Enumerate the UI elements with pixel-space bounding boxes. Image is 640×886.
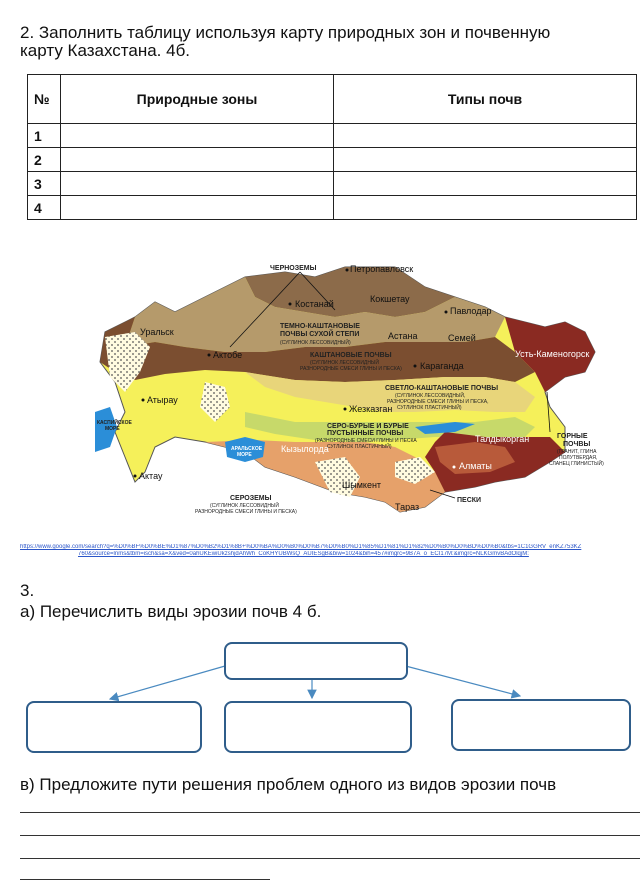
label-aral-more: МОРЕ bbox=[237, 452, 252, 458]
label-peski: ПЕСКИ bbox=[457, 497, 482, 504]
label-sero: СЕРО-БУРЫЕ И БУРЫЕ bbox=[327, 423, 409, 430]
city-karaganda: Караганда bbox=[420, 361, 464, 371]
label-kaspiy: КАСПИЙСКОЕ bbox=[97, 420, 132, 426]
label-sukhoy-sub: (СУГЛИНОК ЛЕССОВИДНЫЙ) bbox=[280, 340, 351, 346]
row-number: 1 bbox=[28, 124, 61, 148]
task3-part-b: в) Предложите пути решения проблем одного из видов эрозии почв bbox=[20, 775, 557, 794]
city-taraz: Тараз bbox=[395, 502, 420, 512]
label-svetlo: СВЕТЛО-КАШТАНОВЫЕ ПОЧВЫ bbox=[385, 385, 499, 392]
city-kokshetau: Кокшетау bbox=[370, 294, 410, 304]
city-astana: Астана bbox=[388, 331, 418, 341]
city-dot bbox=[346, 269, 349, 272]
city-semey: Семей bbox=[448, 333, 476, 343]
table-row bbox=[28, 172, 637, 196]
source-link-line1[interactable]: https://www.google.com/search?q=%D0%BF%D0%BE%D1%87%D0%B2%D1%8B+%D0%BA%D0%B0%D0%B7%D0%B0%D1%85%D1%81%D1%82%D0%B0%D0%BD%D0%B0&tbs=1C1GGRV_enKZ753KZ bbox=[20, 544, 582, 550]
city-dot bbox=[208, 354, 211, 357]
erosion-type-box-1[interactable] bbox=[26, 701, 202, 753]
erosion-type-box-2[interactable] bbox=[224, 701, 412, 753]
city-aktau: Актау bbox=[139, 471, 163, 481]
row-number: 2 bbox=[28, 148, 61, 172]
soil-cell[interactable] bbox=[334, 172, 637, 196]
label-aral: АРАЛЬСКОЕ bbox=[231, 446, 263, 452]
answer-line[interactable] bbox=[20, 812, 640, 813]
source-link-line2[interactable]: 760&source=lnms&tbm=isch&sa=X&ved=0ahUKEwiUkzshjdAhWh_CoKHYUBWsQ_AUIESgB&biw=1024&bih=457#imgrc=9B7A_o_ECI17M:&imgrc=NLKGmvBAdOlqjM: bbox=[78, 551, 529, 557]
city-aktobe: Актобе bbox=[213, 350, 243, 360]
city-atyrau: Атырау bbox=[147, 395, 178, 405]
header-soil-types: Типы почв bbox=[334, 75, 637, 124]
kazakhstan-soil-map bbox=[95, 262, 640, 532]
task2-title-line1: 2. Заполнить таблицу используя карту природных зон и почвенную bbox=[20, 23, 551, 42]
city-almaty: Алматы bbox=[459, 461, 492, 471]
city-kyzylorda: Кызылорда bbox=[281, 444, 329, 454]
city-dot bbox=[142, 399, 145, 402]
header-natural-zones: Природные зоны bbox=[61, 75, 334, 124]
zone-cell[interactable] bbox=[61, 124, 334, 148]
zone-cell[interactable] bbox=[61, 196, 334, 220]
city-ust-kamenogorsk: Усть-Каменогорск bbox=[515, 349, 590, 359]
city-dot bbox=[414, 365, 417, 368]
label-svetlo-sub: (СУГЛИНОК ЛЕССОВИДНЫЙ, bbox=[395, 393, 466, 399]
city-shymkent: Шымкент bbox=[342, 480, 382, 490]
label-kasht: КАШТАНОВЫЕ ПОЧВЫ bbox=[310, 352, 392, 359]
city-dot bbox=[445, 311, 448, 314]
task3-part-a: а) Перечислить виды эрозии почв 4 б. bbox=[20, 602, 322, 621]
label-gornye-pochvy: ПОЧВЫ bbox=[563, 441, 591, 448]
city-pavlodar: Павлодар bbox=[450, 306, 492, 316]
label-gornye-sub2: ПОЛУТВЕРДАЯ, bbox=[559, 455, 598, 461]
city-dot bbox=[289, 303, 292, 306]
label-kasht-sub2: РАЗНОРОДНЫЕ СМЕСИ ГЛИНЫ И ПЕСКА) bbox=[300, 366, 402, 372]
city-dot bbox=[344, 408, 347, 411]
soil-cell[interactable] bbox=[334, 196, 637, 220]
answer-line[interactable] bbox=[20, 879, 270, 880]
label-sero-sub: (РАЗНОРОДНЫЕ СМЕСИ ГЛИНЫ И ПЕСКА bbox=[315, 438, 417, 444]
city-zhezkazgan: Жезказган bbox=[349, 404, 393, 414]
city-uralsk: Уральск bbox=[140, 327, 174, 337]
label-temno: ТЕМНО-КАШТАНОВЫЕ bbox=[280, 323, 360, 330]
city-taldykorgan: Талдыкорган bbox=[475, 434, 530, 444]
label-serozemy-sub: (СУГЛИНОК ЛЕССОВИДНЫЙ bbox=[210, 503, 279, 509]
city-kostanay: Костанай bbox=[295, 299, 334, 309]
label-kasht-sub: (СУГЛИНОК ЛЕССОВИДНЫЙ bbox=[310, 360, 379, 366]
label-sukhoy: ПОЧВЫ СУХОЙ СТЕПИ bbox=[280, 331, 360, 338]
row-number: 3 bbox=[28, 172, 61, 196]
label-svetlo-sub2: РАЗНОРОДНЫЕ СМЕСИ ГЛИНЫ И ПЕСКА, bbox=[387, 399, 489, 405]
city-dot bbox=[134, 475, 137, 478]
label-gornye: ГОРНЫЕ bbox=[557, 433, 588, 440]
answer-line[interactable] bbox=[20, 858, 640, 859]
table-row bbox=[28, 196, 637, 220]
arrow-left bbox=[110, 664, 232, 699]
row-number: 4 bbox=[28, 196, 61, 220]
city-petropavlovsk: Петропавловск bbox=[350, 264, 414, 274]
answer-line[interactable] bbox=[20, 835, 640, 836]
zones-table bbox=[27, 74, 637, 220]
arrow-right bbox=[398, 664, 520, 696]
label-sero-sub2: СУГЛИНОК ПЛАСТИЧНЫЙ) bbox=[327, 444, 392, 450]
soil-cell[interactable] bbox=[334, 148, 637, 172]
label-gornye-sub3: СЛАНЕЦ ГЛИНИСТЫЙ) bbox=[549, 461, 604, 467]
label-serozemy-sub2: РАЗНОРОДНЫЕ СМЕСИ ГЛИНЫ И ПЕСКА) bbox=[195, 509, 297, 515]
label-serozemy: СЕРОЗЕМЫ bbox=[230, 495, 272, 502]
erosion-root-box[interactable] bbox=[224, 642, 408, 680]
label-gornye-sub: (ГРАНИТ, ГЛИНА bbox=[557, 449, 597, 455]
zone-cell[interactable] bbox=[61, 148, 334, 172]
task3-number: 3. bbox=[20, 581, 35, 600]
label-pustyn: ПУСТЫННЫЕ ПОЧВЫ bbox=[327, 430, 404, 437]
label-kaspiy-more: МОРЕ bbox=[105, 426, 120, 432]
table-header-row bbox=[28, 75, 637, 124]
label-chernozemy: ЧЕРНОЗЕМЫ bbox=[270, 265, 317, 272]
table-row bbox=[28, 148, 637, 172]
task2-title-line2: карту Казахстана. 4б. bbox=[20, 41, 191, 60]
header-number: № bbox=[28, 75, 61, 124]
table-row bbox=[28, 124, 637, 148]
city-dot bbox=[453, 466, 456, 469]
erosion-type-box-3[interactable] bbox=[451, 699, 631, 751]
soil-cell[interactable] bbox=[334, 124, 637, 148]
zone-cell[interactable] bbox=[61, 172, 334, 196]
label-svetlo-sub3: СУГЛИНОК ПЛАСТИЧНЫЙ) bbox=[397, 405, 462, 411]
